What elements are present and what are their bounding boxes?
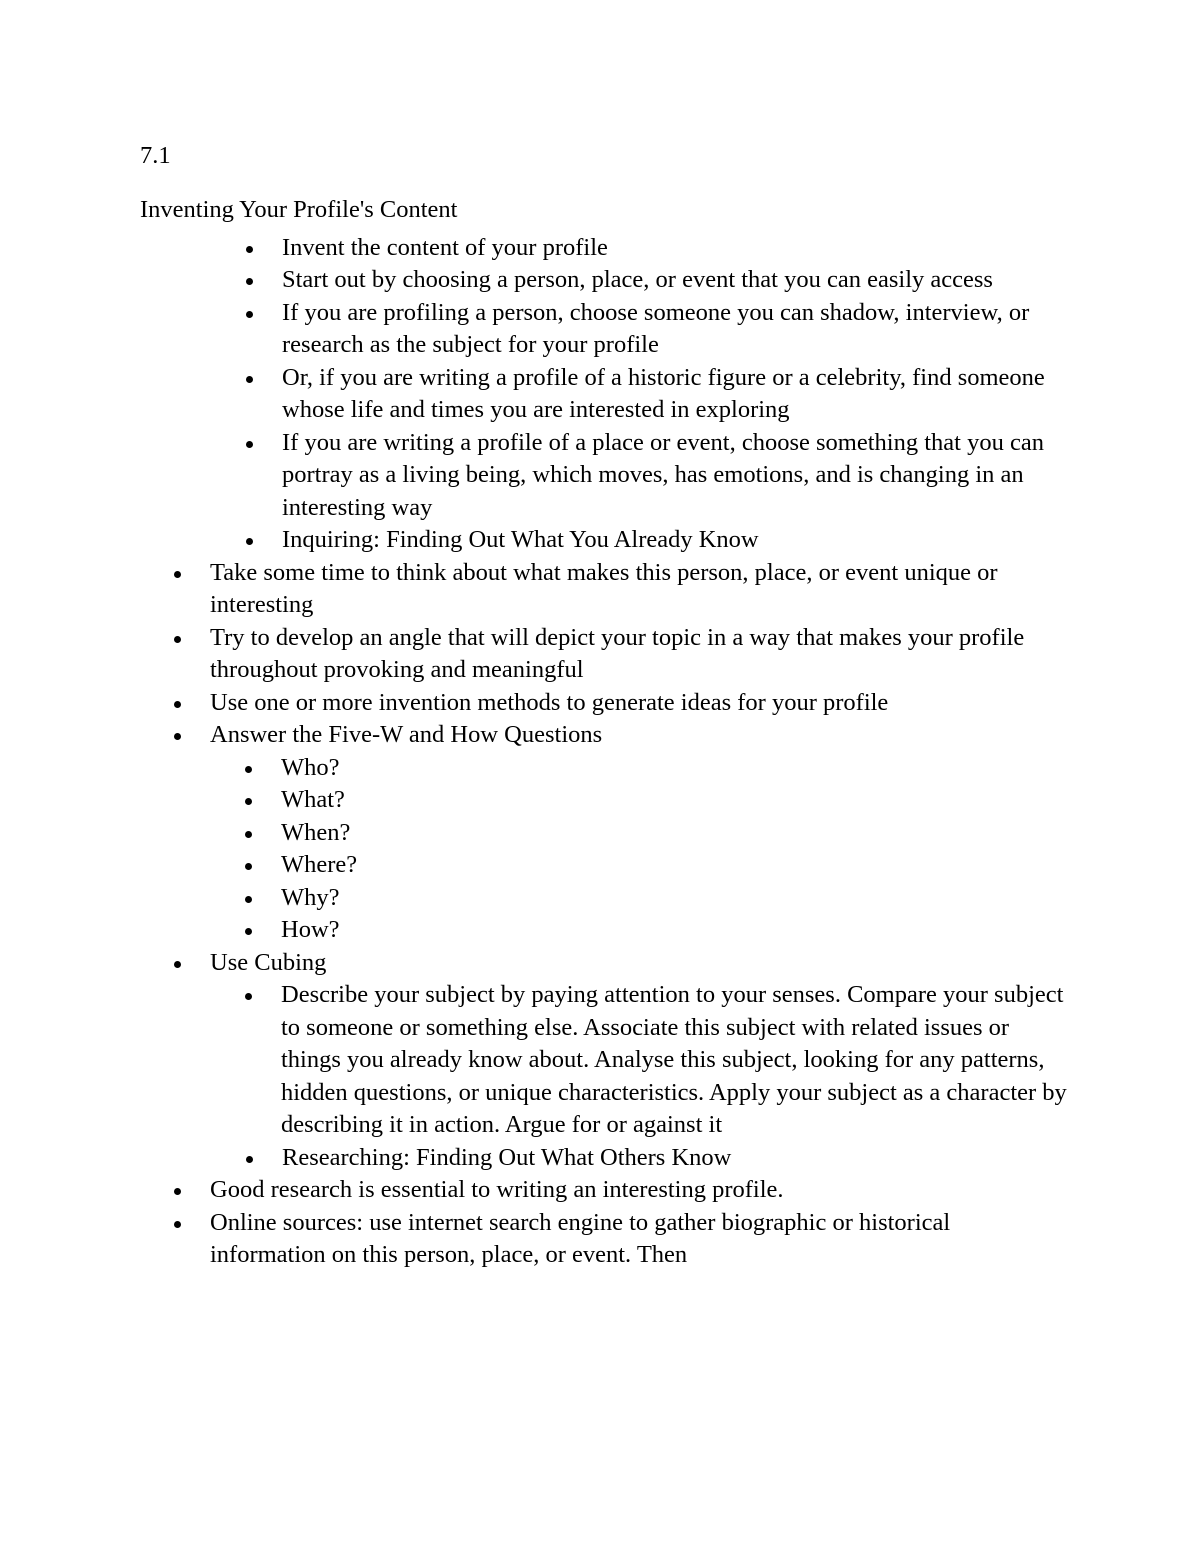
- cubing-sub-list: [0, 979, 1070, 1142]
- list-item: Start out by choosing a person, place, or event that you can easily access: [140, 264, 1070, 297]
- list-item: Good research is essential to writing an interesting profile.: [0, 1174, 1070, 1207]
- bullet-icon: [246, 538, 253, 545]
- list-item: Try to develop an angle that will depict your topic in a way that makes your profile throughout provoking and meaningful: [0, 622, 1070, 687]
- list-item: How?: [0, 914, 1070, 947]
- bullet-icon: [246, 246, 253, 253]
- bullet-icon: [174, 961, 181, 968]
- list-item: When?: [0, 817, 1070, 850]
- bullet-icon: [174, 571, 181, 578]
- bullet-icon: [174, 701, 181, 708]
- page-title: Inventing Your Profile's Content: [140, 196, 458, 223]
- bullet-icon: [246, 376, 253, 383]
- bullet-icon: [246, 1156, 253, 1163]
- bullet-icon: [246, 278, 253, 285]
- bullet-icon: [245, 993, 252, 1000]
- bullet-icon: [174, 733, 181, 740]
- bullet-icon: [245, 766, 252, 773]
- bullet-icon: [245, 863, 252, 870]
- list-item: Who?: [0, 752, 1070, 785]
- list-item: Describe your subject by paying attention to your senses. Compare your subject to someone or something else. Associate this subject with related issues or things you already know about. Analyse this subject, looking for any patterns, hidden questions, or unique characteristics. Apply your subject as a character by describing it in action. Argue for or against it: [0, 979, 1070, 1142]
- list-item: Online sources: use internet search engine to gather biographic or historical information on this person, place, or event. Then: [0, 1207, 1070, 1272]
- bullet-icon: [245, 896, 252, 903]
- section-number: 7.1: [140, 142, 171, 169]
- list-item: Use one or more invention methods to generate ideas for your profile: [0, 687, 1070, 720]
- bullet-icon: [174, 636, 181, 643]
- list-item-researching: Researching: Finding Out What Others Know: [140, 1142, 1070, 1175]
- bullet-icon: [246, 441, 253, 448]
- document-page: [140, 140, 1070, 1272]
- list-item: Invent the content of your profile: [140, 232, 1070, 265]
- list-item: Take some time to think about what makes this person, place, or event unique or interesting: [0, 557, 1070, 622]
- list-item-inquiring: Inquiring: Finding Out What You Already Know: [140, 524, 1070, 557]
- list-item: Where?: [0, 849, 1070, 882]
- bullet-icon: [174, 1221, 181, 1228]
- main-bullet-list: [140, 232, 1070, 557]
- cubing-item-list: [0, 947, 1070, 980]
- bullet-icon: [245, 831, 252, 838]
- inquiring-sub-list: [0, 557, 1070, 752]
- list-item: If you are profiling a person, choose someone you can shadow, interview, or research as the subject for your profile: [140, 297, 1070, 362]
- list-item: If you are writing a profile of a place or event, choose something that you can portray as a living being, which moves, has emotions, and is changing in an interesting way: [140, 427, 1070, 525]
- bullet-icon: [174, 1188, 181, 1195]
- list-item: What?: [0, 784, 1070, 817]
- list-item: Or, if you are writing a profile of a historic figure or a celebrity, find someone whose life and times you are interested in exploring: [140, 362, 1070, 427]
- bullet-icon: [245, 798, 252, 805]
- researching-sub-list: [0, 1174, 1070, 1272]
- list-item-cubing: Use Cubing: [0, 947, 1070, 980]
- five-w-question-list: [0, 752, 1070, 947]
- bullet-icon: [245, 928, 252, 935]
- list-item-five-w: Answer the Five-W and How Questions: [0, 719, 1070, 752]
- list-item: Why?: [0, 882, 1070, 915]
- bullet-icon: [246, 311, 253, 318]
- researching-list: [140, 1142, 1070, 1175]
